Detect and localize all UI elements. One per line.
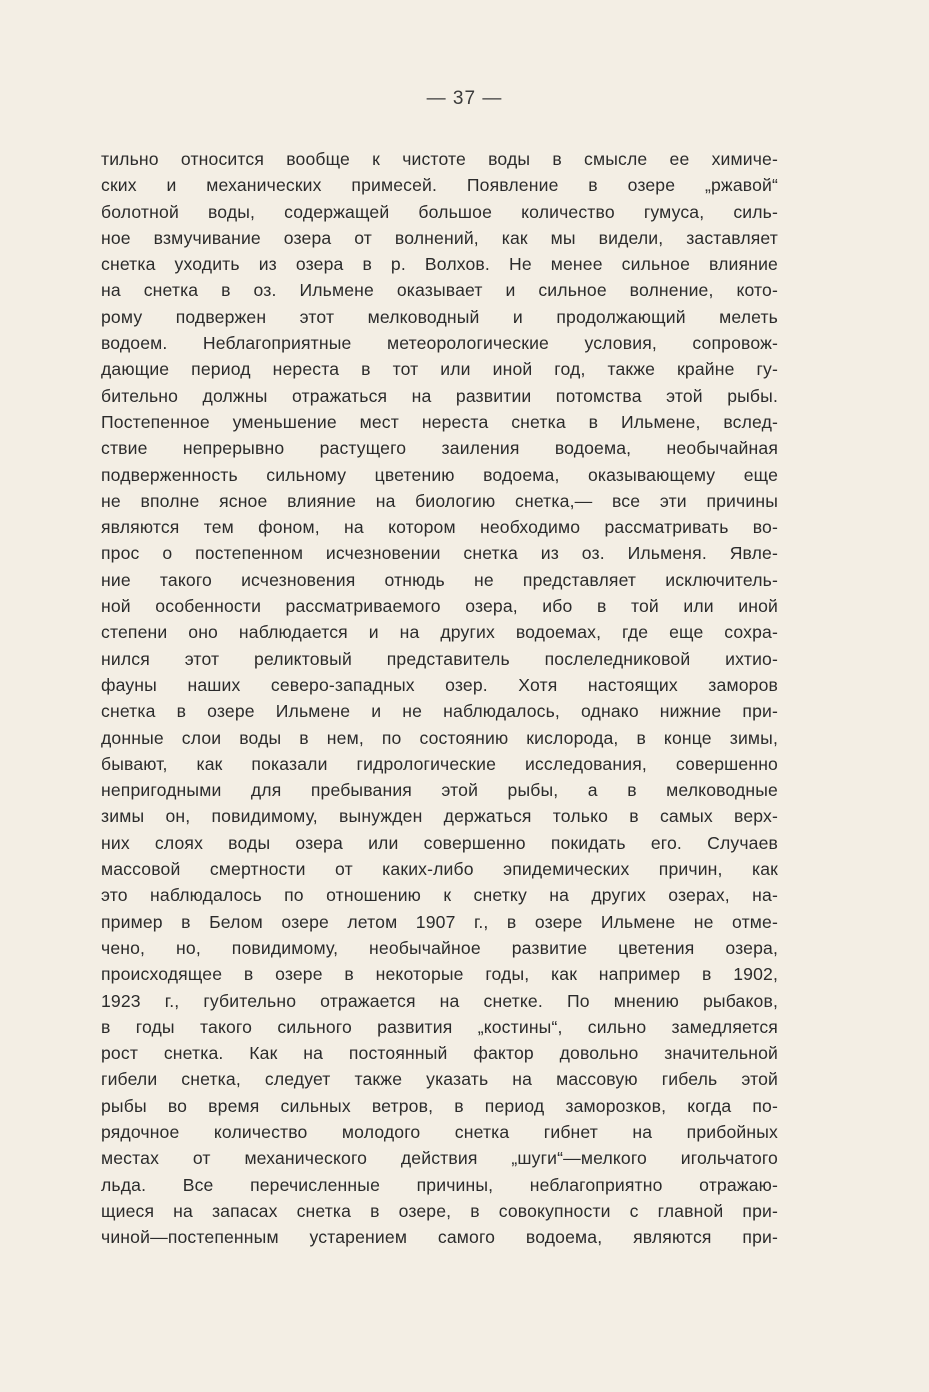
text-line: болотной воды, содержащей большое количество гумуса, силь- xyxy=(101,201,778,222)
text-line: бывают, как показали гидрологические исследования, совершенно xyxy=(101,753,778,774)
text-line: происходящее в озере в некоторые годы, как например в 1902, xyxy=(101,964,778,985)
text-line: рост снетка. Как на постоянный фактор довольно значительной xyxy=(101,1043,778,1064)
text-line: бительно должны отражаться на развитии потомства этой рыбы. xyxy=(101,385,778,406)
text-line: ние такого исчезновения отнюдь не представляет исключитель- xyxy=(101,569,778,590)
text-line: гибели снетка, следует также указать на массовую гибель этой xyxy=(101,1069,778,1090)
text-line: Постепенное уменьшение мест нереста снетка в Ильмене, вслед- xyxy=(101,411,778,432)
text-line: пример в Белом озере летом 1907 г., в озере Ильмене не отме- xyxy=(101,911,778,932)
text-line: подверженность сильному цветению водоема, оказывающему еще xyxy=(101,464,778,485)
text-line: рыбы во время сильных ветров, в период заморозков, когда по- xyxy=(101,1095,778,1116)
text-line: зимы он, повидимому, вынужден держаться только в самых верх- xyxy=(101,806,778,827)
text-line: в годы такого сильного развития „костины“, сильно замедляется xyxy=(101,1016,778,1037)
text-line: ное взмучивание озера от волнений, как мы видели, заставляет xyxy=(101,227,778,248)
text-line: ских и механических примесей. Появление в озере „ржавой“ xyxy=(101,175,778,196)
text-line: снетка в озере Ильмене и не наблюдалось, однако нижние при- xyxy=(101,701,778,722)
text-line: водоем. Неблагоприятные метеорологические условия, сопровож- xyxy=(101,333,778,354)
text-line: 1923 г., губительно отражается на снетке. По мнению рыбаков, xyxy=(101,990,778,1011)
text-line: чиной—постепенным устарением самого водоема, являются при- xyxy=(101,1227,778,1248)
text-line: нился этот реликтовый представитель послеледниковой ихтио- xyxy=(101,648,778,669)
text-line: не вполне ясное влияние на биологию снетка,— все эти причины xyxy=(101,490,778,511)
text-line: степени оно наблюдается и на других водоемах, где еще сохра- xyxy=(101,622,778,643)
text-line: снетка уходить из озера в р. Волхов. Не менее сильное влияние xyxy=(101,254,778,275)
text-line: дающие период нереста в тот или иной год, также крайне гу- xyxy=(101,359,778,380)
text-line: донные слои воды в нем, по состоянию кислорода, в конце зимы, xyxy=(101,727,778,748)
text-line: фауны наших северо-западных озер. Хотя настоящих заморов xyxy=(101,674,778,695)
text-line: чено, но, повидимому, необычайное развитие цветения озера, xyxy=(101,937,778,958)
text-line: являются тем фоном, на котором необходимо рассматривать во- xyxy=(101,517,778,538)
text-line: льда. Все перечисленные причины, неблагоприятно отражаю- xyxy=(101,1174,778,1195)
text-line: это наблюдалось по отношению к снетку на других озерах, на- xyxy=(101,885,778,906)
text-line: рому подвержен этот мелководный и продолжающий мелеть xyxy=(101,306,778,327)
text-line: ствие непрерывно растущего заиления водоема, необычайная xyxy=(101,438,778,459)
text-line: них слоях воды озера или совершенно покидать его. Случаев xyxy=(101,832,778,853)
text-line: на снетка в оз. Ильмене оказывает и сильное волнение, кото- xyxy=(101,280,778,301)
text-line: массовой смертности от каких-либо эпидемических причин, как xyxy=(101,859,778,880)
text-line: непригодными для пребывания этой рыбы, а в мелководные xyxy=(101,780,778,801)
text-line: рядочное количество молодого снетка гибнет на прибойных xyxy=(101,1121,778,1142)
text-line: ной особенности рассматриваемого озера, ибо в той или иной xyxy=(101,596,778,617)
page-number: — 37 — xyxy=(426,88,503,109)
text-line: прос о постепенном исчезновении снетка из оз. Ильменя. Явле- xyxy=(101,543,778,564)
text-line: щиеся на запасах снетка в озере, в совокупности с главной при- xyxy=(101,1200,778,1221)
text-line: тильно относится вообще к чистоте воды в смысле ее химиче- xyxy=(101,149,778,169)
body-text xyxy=(101,146,778,1250)
text-line: местах от механического действия „шуги“—мелкого игольчатого xyxy=(101,1148,778,1169)
